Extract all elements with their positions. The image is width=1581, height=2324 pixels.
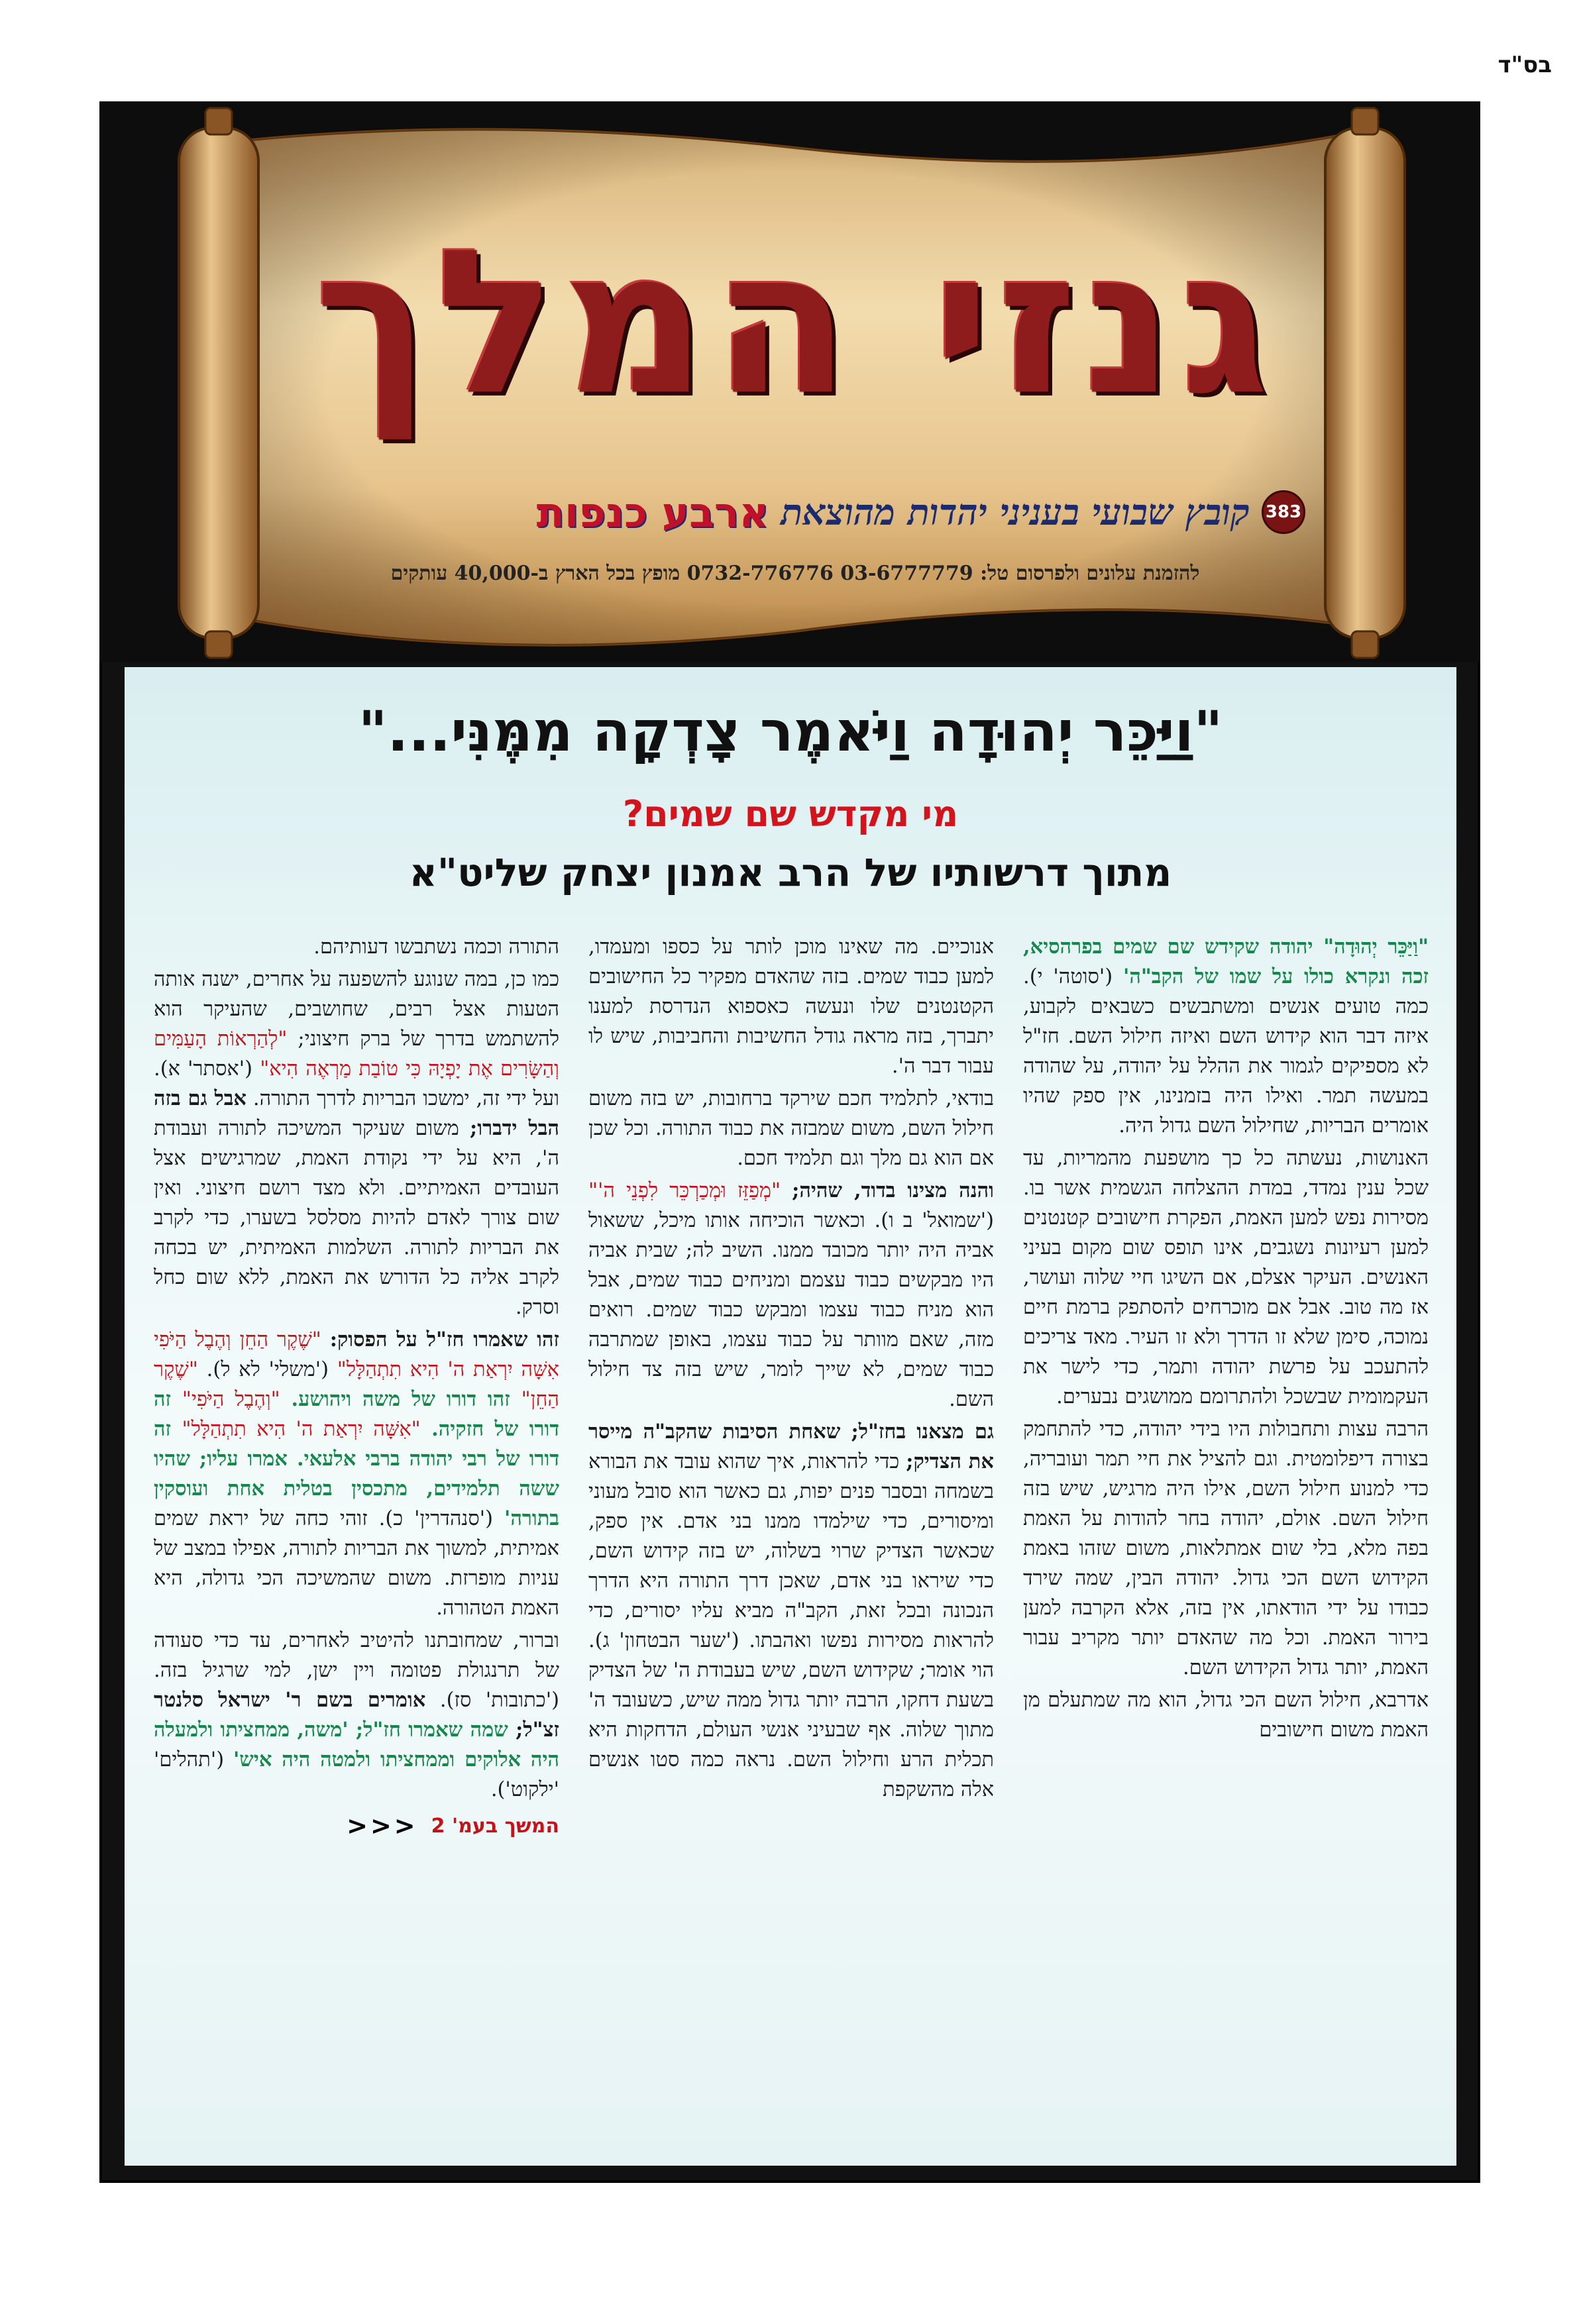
paragraph: כמו כן, במה שנוגע להשפעה על אחרים, ישנה אותה הטעות אצל רבים, שחושבים, שהעיקר הוא להשתמש בדרך של ברק חיצוני; "לְהַרְאוֹת הָעַמִּים וְהַשָּׂרִים אֶת יָפְיָהּ כִּי טוֹבַת מַרְאֶה הִיא" ('אסתר' א). ועל ידי זה, ימשכו הבריות לדרך התורה. אבל גם בזה הבל ידברו; משום שעיקר המשיכה לתורה ועבודת ה', היא על ידי נקודת האמת, שמרגישים אצל העובדים האמיתיים. ולא מצד רושם חיצוני. ואין שום צורך לאדם להיות מסלסל בשערו, כדי לקרב את הבריות לתורה. השלמות האמיתית, יש בכחה לקרב אליה כל הדורש את האמת, ללא שום כחל וסרק. <box>154 968 559 1319</box>
publisher-logo: ארבע כנפות <box>536 488 769 537</box>
paragraph: אנוכיים. מה שאינו מוכן לותר על כספו ומעמדו, למען כבוד שמים. בזה שהאדם מפקיר כל החישובים הקטנטנים שלו ונעשה כאספוא הנדרסת למענו יתברך, בזה מראה גודל החשיבות והחביבות, שיש לו עבור דבר ה'. <box>588 935 994 1078</box>
article-title: "וַיַּכֵּר יְהוּדָה וַיֹּאמֶר צָדְקָה מִמֶּנִּי..." <box>358 699 1223 764</box>
paragraph: בודאי, לתלמיד חכם שירקד ברחובות, יש בזה משום חילול השם, משום שמבזה את כבוד התורה. וכל שכן אם הוא גם מלך וגם תלמיד חכם. <box>588 1087 994 1170</box>
masthead-title: גנזי המלך <box>314 207 1276 439</box>
tagline: קובץ שבועי בעניני יהדות מהוצאת <box>781 491 1250 533</box>
issue-number-badge: 383 <box>1262 490 1305 534</box>
column-3 <box>154 932 559 2158</box>
paragraph: והנה מצינו בדוד, שהיה; "מְפַזֵּז וּמְכַרְכֵּר לִפְנֵי ה'" ('שמואל' ב ו). וכאשר הוכיחה אותו מיכל, ששאול אביה היה יותר מכובד ממנו. השיב לה; שבית אביה היו מבקשים כבוד עצמם ומניחים כבוד שמים, אבל הוא מניח כבוד עצמו ומבקש כבוד שמים. רואים מזה, שאם מוותר על כבוד עצמו, באופן שמתרבה כבוד שמים, לא שייך לומר, שיש בזה צד חילול השם. <box>588 1179 994 1411</box>
paragraph: האנושות, נעשתה כל כך מושפעת מהמריות, עד שכל ענין נמדד, במדת ההצלחה הגשמית אשר בו. מסירות נפש למען האמת, הפקרת חישובים קטנטנים למען רעיונות נשגבים, אינו תופס שום מקום בעיני האנשים. העיקר אצלם, אם השיגו חיי שלוה ועושר, אז מה טוב. אבל אם מוכרחים להסתפק ברמת חיים נמוכה, סימן שלא זו הדרך ולא זו העיר. מאד צריכים להתעכב על פרשת יהודה ותמר, כדי לישר את העקמומית שבשכל ולהתרומם ממושגים נבערים. <box>1023 1147 1429 1408</box>
article-byline: מתוך דרשותיו של הרב אמנון יצחק שליט"א <box>409 850 1172 895</box>
article-area <box>125 667 1456 2166</box>
header-banner <box>99 101 1480 662</box>
paragraph: אדרבא, חילול השם הכי גדול, הוא מה שמתעלם מן האמת משום חישובים <box>1023 1689 1429 1742</box>
paragraph: זהו שאמרו חז"ל על הפסוק: "שֶׁקֶר הַחֵן וְהֶבֶל הַיֹּפִי אִשָּׁה יִרְאַת ה' הִיא תִתְהַלָּל" ('משלי' לא ל). "שֶׁקֶר הַחֵן" זהו דורו של משה ויהושע. "וְהֶבֶל הַיֹּפִי" זה דורו של חזקיה. "אִשָּׁה יִרְאַת ה' הִיא תִתְהַלָּל" זה דורו של רבי יהודה ברבי אלעאי. אמרו עליו; שהיו ששה תלמידים, מתכסין בטלית אחת ועוסקין בתורה' ('סנהדרין' כ). זוהי כחה של יראת שמים אמיתית, למשוך את הבריות לתורה, אפילו במצב של עניות מופרזת. משום שהמשיכה הכי גדולה, היא האמת הטהורה. <box>154 1328 559 1620</box>
continued-label: המשך בעמ' 2 <box>431 1815 559 1838</box>
text-columns <box>152 932 1429 2158</box>
continued-link[interactable] <box>154 1811 559 1841</box>
paragraph: וברור, שמחובתנו להיטיב לאחרים, עד כדי סעודה של תרנגולת פטומה ויין ישן, למי שרגיל בזה. ('כתובות' סז). אומרים בשם ר' ישראל סלנטר זצ"ל; שמה שאמרו חז"ל; 'משה, ממחציתו ולמעלה היה אלוקים וממחציתו ולמטה היה איש' ('תהלים' 'ילקוט'). <box>154 1629 559 1801</box>
continue-arrows-icon: <<< <box>347 1811 418 1840</box>
paragraph: התורה וכמה נשתבשו דעותיהם. <box>313 935 559 959</box>
paragraph: גם מצאנו בחז"ל; שאחת הסיבות שהקב"ה מייסר את הצדיק; כדי להראות, איך שהוא עובד את הבורא בשמחה ובסבר פנים יפות, גם כאשר הוא סובל מעוני ומיסורים, כדי שילמדו ממנו בני אדם. אין ספק, שכאשר הצדיק שרוי בשלוה, יש בזה קידוש השם, כדי שיראו בני אדם, שאכן דרך התורה היא הדרך הנכונה ובכל זאת, הקב"ה מביא עליו יסורים, כדי להראות מסירות נפשו ואהבתו. ('שער הבטחון' ג). הוי אומר; שקידוש השם, שיש בעבודת ה' של הצדיק בשעת דחקו, הרבה יותר גדול ממה שיש, כשעובד ה' מתוך שלוה. אף שבעיני אנשי העולם, הדחקות היא תכלית הרע וחילול השם. נראה כמה סטו אנשים אלה מהשקפת <box>588 1420 994 1801</box>
corner-mark: בס"ד <box>1498 52 1552 78</box>
paragraph: הרבה עצות ותחבולות היו בידי יהודה, כדי להתחמק בצורה דיפלומטית. וגם להציל את חיי תמר ועובריה, כדי למנוע חילול השם, אילו היה מרגיש, שיש בזה חילול השם. אולם, יהודה בחר להודות על האמת בפה מלא, בלי שום אמתלאות, משום שזהו באמת הקידוש השם הכי גדול. יהודה הבין, שמה שירד כבודו על ידי הודאתו, אין בזה, אלא הקרבה למען בירור האמת. וכל מה שהאדם יותר מקריב עבור האמת, יותר גדול הקידוש השם. <box>1023 1418 1429 1679</box>
column-2 <box>588 932 994 2158</box>
article-subtitle: מי מקדש שם שמים? <box>622 793 959 835</box>
tagline-row <box>285 486 1305 539</box>
column-1 <box>1023 932 1429 2158</box>
paragraph: "וַיַּכֵּר יְהוּדָה" יהודה שקידש שם שמים בפרהסיא, זכה ונקרא כולו על שמו של הקב"ה' ('סוטה' י). כמה טועים אנשים ומשתבשים כשבאים לקבוע, איזה דבר הוא קידוש השם ואיזה חילול השם. חז"ל לא מספיקים לגמור את ההלל על יהודה, על שהודה במעשה תמר. ואילו היה בזמנינו, אין ספק שהיו אומרים הבריות, שחילול השם גדול היה. <box>1023 935 1429 1137</box>
contact-line: להזמנת עלונים ולפרסום טל: 03-6777779 0732-776776 מופץ בכל הארץ ב-40,000 עותקים <box>390 562 1200 585</box>
